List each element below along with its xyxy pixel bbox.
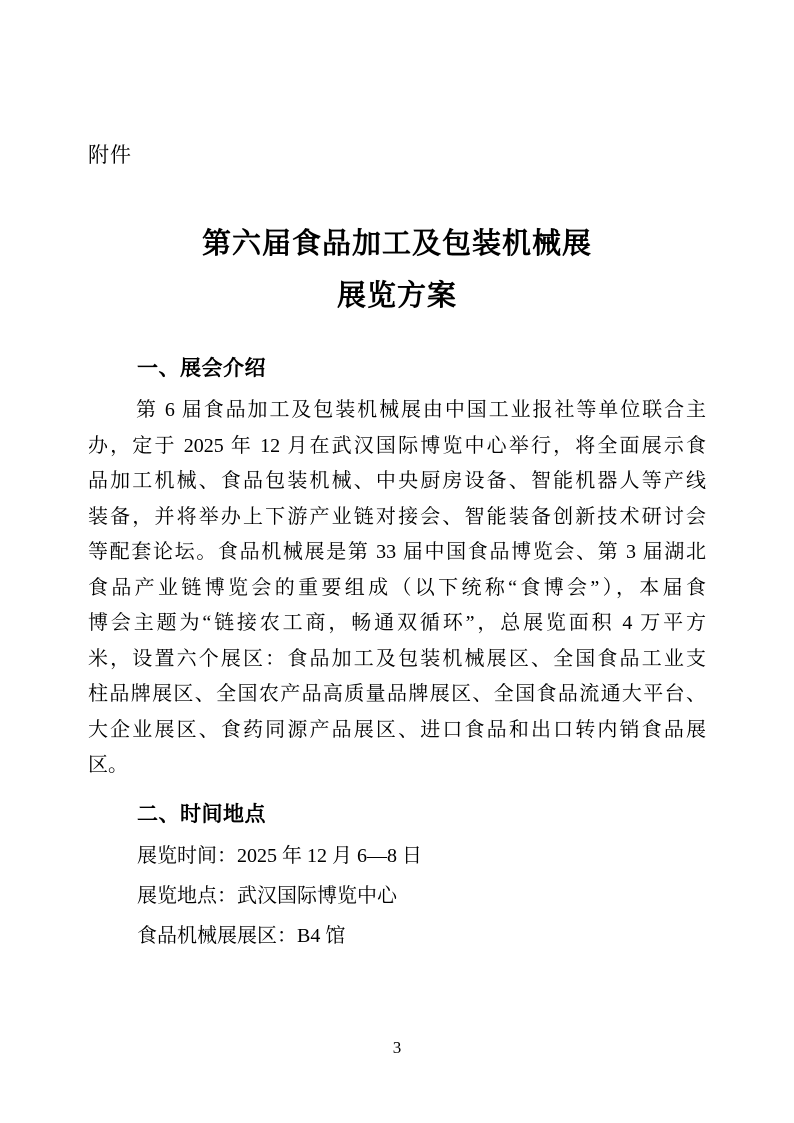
paragraph-line: 第 6 届食品加工及包装机械展由中国工业报社等单位联合主 [136,399,706,421]
paragraph-line: 区。 [88,754,128,776]
document-title [88,218,706,322]
info-line-exhibition-hall: 食品机械展展区：B4 馆 [137,924,346,947]
paragraph-line: 办，定于 2025 年 12 月在武汉国际博览中心举行，将全面展示食 [88,434,706,457]
paragraph-line: 米，设置六个展区：食品加工及包装机械展区、全国食品工业支 [88,647,706,670]
paragraph-line: 等配套论坛。食品机械展是第 33 届中国食品博览会、第 3 届湖北 [88,541,706,563]
paragraph-line: 食品产业链博览会的重要组成（以下统称“食博会”），本届食 [88,576,706,599]
document-title-line2: 展览方案 [336,280,457,312]
paragraph-line: 博会主题为“链接农工商，畅通双循环”，总展览面积 4 万平方 [88,612,706,634]
paragraph-line: 大企业展区、食药同源产品展区、进口食品和出口转内销食品展 [88,718,706,741]
time-location-block [88,836,706,956]
attachment-label: 附件 [88,144,132,167]
info-line-exhibition-venue: 展览地点：武汉国际博览中心 [137,884,397,907]
section-heading-time-location: 二、时间地点 [137,802,266,826]
page-number: 3 [392,1038,402,1057]
paragraph-line: 装备，并将举办上下游产业链对接会、智能装备创新技术研讨会 [88,505,706,528]
paragraph-line: 品加工机械、食品包装机械、中央厨房设备、智能机器人等产线 [88,470,706,492]
intro-paragraph [88,393,706,784]
info-line-exhibition-time: 展览时间：2025 年 12 月 6—8 日 [137,844,422,867]
section-heading-intro: 一、展会介绍 [137,357,266,380]
document-title-line1: 第六届食品加工及包装机械展 [201,228,592,260]
paragraph-line: 柱品牌展区、全国农产品高质量品牌展区、全国食品流通大平台、 [88,683,706,705]
